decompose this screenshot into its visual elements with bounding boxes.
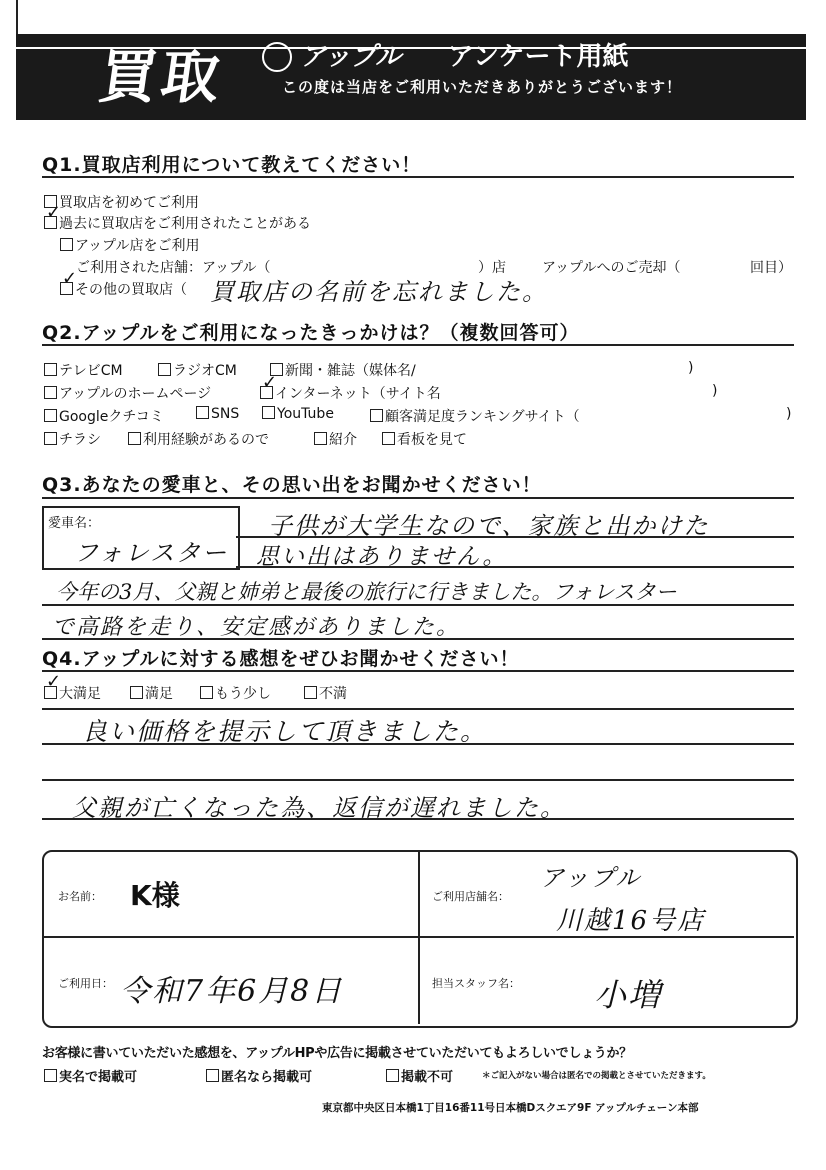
checkbox[interactable] (130, 686, 143, 699)
q4-opt-dissatisfied[interactable]: 不満 (304, 683, 347, 703)
q2-opt-radiocm[interactable]: ラジオCM (158, 360, 237, 380)
q4-line-rule (42, 779, 794, 781)
q1-opt-first[interactable]: 買取店を初めてご利用 (44, 192, 199, 212)
q1-opt-other[interactable]: その他の買取店（ (60, 279, 187, 299)
publish-opt-no[interactable]: 掲載不可 (386, 1066, 453, 1085)
q2-opt-tvcm[interactable]: テレビCM (44, 360, 123, 380)
q4-answer-line1: 良い価格を提示して頂きました。 (82, 717, 488, 746)
checkbox[interactable] (44, 363, 57, 376)
q2-opt-newspaper[interactable]: 新聞・雑誌（媒体名/ (270, 360, 416, 380)
q4-opt-very-satisfied[interactable]: 大満足 (44, 683, 101, 703)
q3-rule (42, 497, 794, 499)
q3-title: Q3.あなたの愛車と、その思い出をお聞かせください！ (42, 474, 542, 496)
checkbox[interactable] (200, 686, 213, 699)
header-brand: アップル (300, 42, 402, 72)
checkbox[interactable] (44, 386, 57, 399)
q2-opt-signboard[interactable]: 看板を見て (382, 429, 467, 449)
apple-logo-icon (262, 42, 292, 72)
q2-paren-close: ) (712, 383, 718, 399)
checkbox[interactable] (44, 409, 57, 422)
checkbox[interactable] (158, 363, 171, 376)
q1-opt-past[interactable]: 過去に買取店をご利用されたことがある (44, 213, 311, 233)
q2-paren-close: ) (688, 360, 694, 376)
q1-count-label: アップルへのご売却（ (542, 260, 681, 276)
checkbox[interactable] (262, 406, 275, 419)
header-subtitle: この度は当店をご利用いただきありがとうございます！ (282, 78, 683, 96)
checkbox[interactable] (44, 432, 57, 445)
publish-opt-anonymous[interactable]: 匿名なら掲載可 (206, 1066, 312, 1085)
q2-rule (42, 344, 794, 346)
header-title: 買取 (94, 43, 229, 111)
checkbox[interactable] (128, 432, 141, 445)
q4-answer-line2: 父親が亡くなった為、返信が遅れました。 (72, 794, 566, 822)
checkbox[interactable] (304, 686, 317, 699)
staff-label: 担当スタッフ名： (432, 977, 520, 990)
q2-opt-homepage[interactable]: アップルのホームページ (44, 383, 211, 403)
checkbox[interactable] (386, 1069, 399, 1082)
date-value: 令和7年6月8日 (120, 974, 344, 1009)
header-form-title: アンケート用紙 (448, 42, 629, 72)
q3-answer-line2: 思い出はありません。 (256, 544, 508, 570)
footer-address: 東京都中央区日本橋1丁目16番11号日本橋Dスクエア9F アップルチェーン本部 (322, 1102, 699, 1114)
q1-other-answer: 買取店の名前を忘れました。 (210, 278, 548, 306)
name-value: K様 (130, 879, 180, 912)
q2-opt-ranking[interactable]: 顧客満足度ランキングサイト（ (370, 406, 580, 426)
q4-opt-satisfied[interactable]: 満足 (130, 683, 173, 703)
publish-question: お客様に書いていただいた感想を、アップルHPや広告に掲載させていただいてもよろしいでしょうか？ (42, 1046, 632, 1061)
q2-opt-sns[interactable]: SNS (196, 406, 239, 422)
check-mark-icon: ✓ (46, 671, 62, 692)
publish-note: ＊ご記入がない場合は匿名での掲載とさせていただきます。 (482, 1071, 711, 1081)
check-mark-icon: ✓ (262, 372, 278, 393)
q1-store-suffix: ）店 (478, 260, 506, 276)
q2-opt-internet[interactable]: インターネット（サイト名 (260, 383, 441, 403)
checkbox[interactable] (382, 432, 395, 445)
check-mark-icon: ✓ (46, 202, 62, 223)
q4-line-rule (42, 708, 794, 710)
q2-opt-google[interactable]: Googleクチコミ (44, 406, 164, 426)
store-name-value1: アップル (540, 864, 642, 892)
q1-rule (42, 176, 794, 178)
info-divider-v (418, 852, 420, 1024)
name-label: お名前： (58, 890, 102, 903)
date-label: ご利用日： (58, 977, 113, 990)
car-name-label: 愛車名： (48, 516, 101, 531)
q3-answer-line3: 今年の3月、父親と姉弟と最後の旅行に行きました。フォレスター (56, 580, 677, 604)
checkbox[interactable] (314, 432, 327, 445)
q2-title: Q2.アップルをご利用になったきっかけは？（複数回答可） (42, 322, 580, 344)
checkbox[interactable] (206, 1069, 219, 1082)
store-name-label: ご利用店舗名： (432, 890, 509, 903)
q1-store-label: ご利用された店舗：アップル（ (76, 260, 271, 276)
q4-title: Q4.アップルに対する感想をぜひお聞かせください！ (42, 648, 520, 670)
q3-answer-line4: で高路を走り、安定感がありました。 (52, 615, 461, 640)
q2-paren-close: ) (786, 406, 792, 422)
store-name-value2: 川越16号店 (556, 906, 706, 936)
check-mark-icon: ✓ (62, 268, 78, 289)
q4-opt-more[interactable]: もう少し (200, 683, 271, 703)
q2-opt-experience[interactable]: 利用経験があるので (128, 429, 269, 449)
staff-value: 小増 (594, 976, 663, 1014)
checkbox[interactable] (370, 409, 383, 422)
checkbox[interactable] (44, 1069, 57, 1082)
q2-opt-youtube[interactable]: YouTube (262, 406, 334, 422)
checkbox[interactable] (196, 406, 209, 419)
q1-title: Q1.買取店利用について教えてください！ (42, 154, 422, 176)
q3-answer-line1: 子供が大学生なので、家族と出かけた (268, 512, 710, 540)
car-name-value: フォレスター (74, 539, 229, 567)
q2-opt-referral[interactable]: 紹介 (314, 429, 357, 449)
q4-rule (42, 670, 794, 672)
publish-opt-realname[interactable]: 実名で掲載可 (44, 1066, 137, 1085)
q1-count-suffix: 回目） (750, 260, 792, 276)
q1-opt-apple[interactable]: アップル店をご利用 (60, 235, 199, 255)
q2-opt-flyer[interactable]: チラシ (44, 429, 101, 449)
checkbox[interactable] (60, 238, 73, 251)
